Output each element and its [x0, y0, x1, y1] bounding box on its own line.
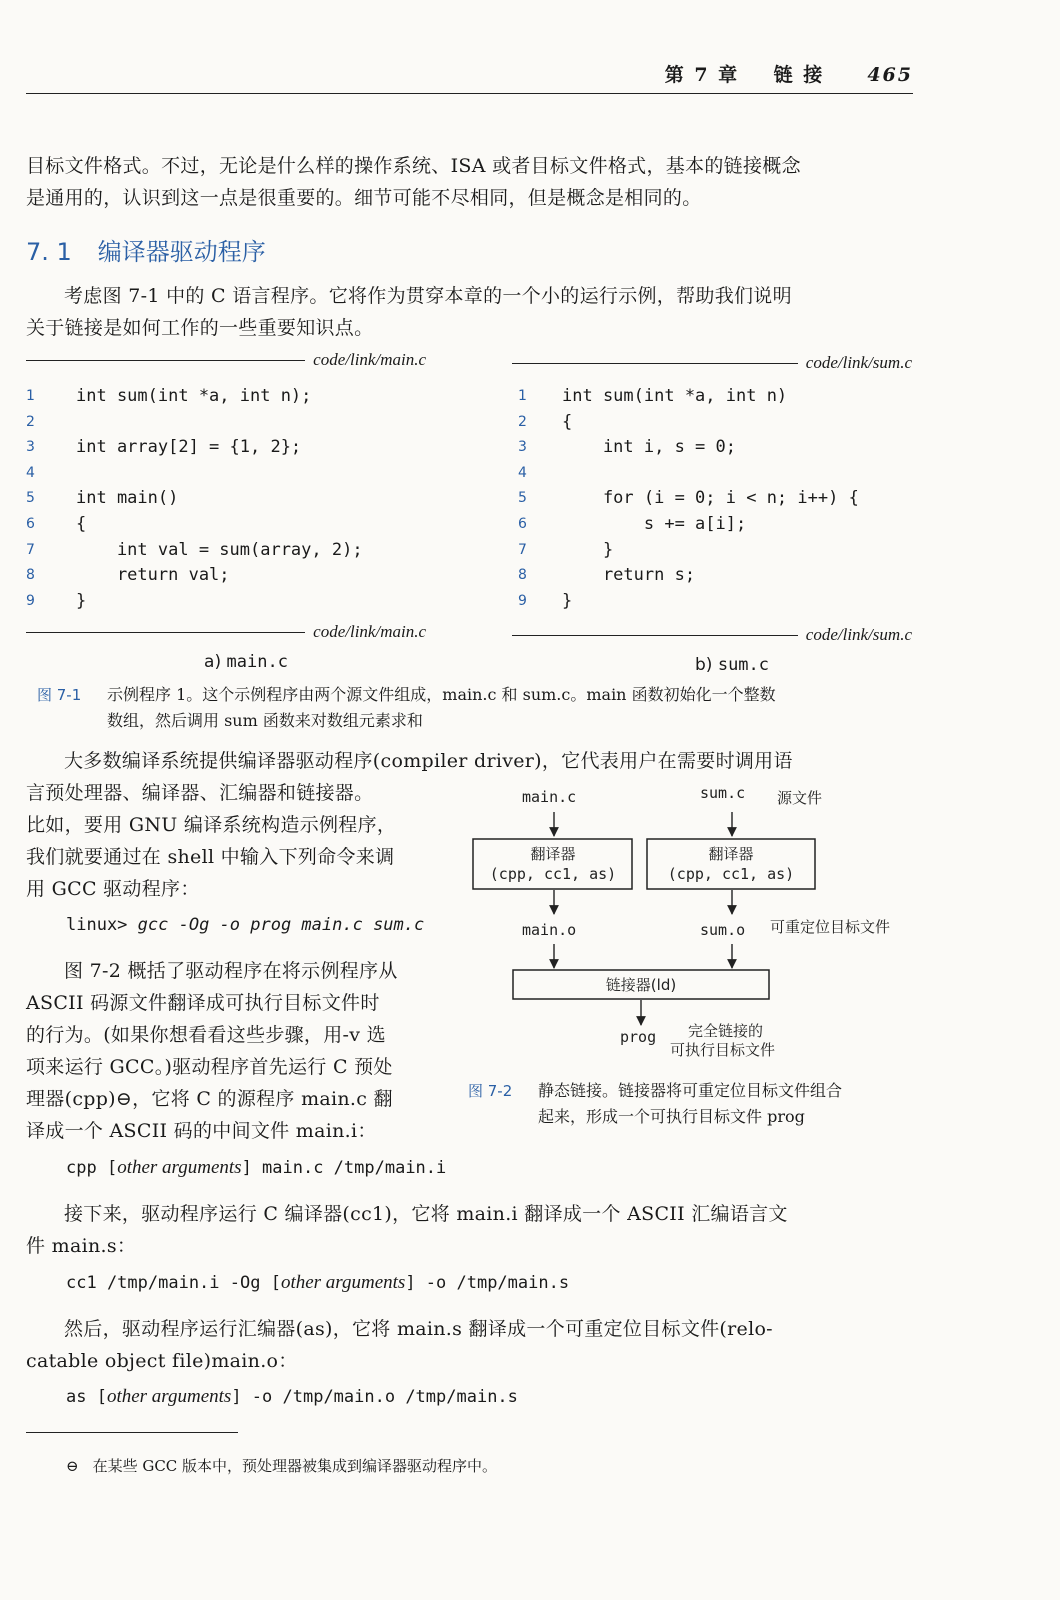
- code-text: }: [76, 590, 87, 611]
- command-args: other arguments: [280, 1272, 406, 1293]
- line-number: 8: [518, 567, 527, 584]
- line-number: 2: [518, 413, 527, 430]
- section-heading: [26, 232, 266, 267]
- text-line: 我们就要通过在 shell 中输入下列命令来调: [26, 846, 395, 868]
- text-line: 比如，要用 GNU 编译系统构造示例程序，: [26, 814, 397, 836]
- relocatable-objects-label: 可重定位目标文件: [770, 918, 891, 936]
- caption-line: 数组，然后调用 sum 函数来对数组元素求和: [107, 711, 423, 730]
- footnote-text: 在某些 GCC 版本中，预处理器被集成到编译器驱动程序中。: [92, 1457, 498, 1475]
- line-number: 1: [26, 388, 35, 404]
- translator-title: 翻译器: [708, 845, 754, 863]
- figure-7-1-caption: [37, 682, 917, 734]
- line-number: 9: [518, 592, 527, 609]
- code-line: [26, 384, 426, 410]
- cc1-command: [66, 1272, 569, 1294]
- code-text: return s;: [562, 565, 696, 586]
- command-prefix: as [: [66, 1387, 107, 1407]
- command-args: other arguments: [117, 1157, 242, 1178]
- code-line: [512, 512, 912, 538]
- code-line: [26, 589, 426, 615]
- cc1-paragraph: [26, 1198, 913, 1262]
- listing-path: code/link/main.c: [313, 350, 426, 369]
- line-number: 3: [518, 439, 527, 456]
- code-text: {: [76, 513, 87, 534]
- source-files-label: 源文件: [777, 789, 823, 807]
- output-prog: prog: [620, 1028, 657, 1046]
- executable-label-line1: 完全链接的: [688, 1022, 764, 1040]
- line-number: 5: [518, 490, 527, 507]
- command-suffix: ] -o /tmp/main.o /tmp/main.s: [231, 1387, 518, 1407]
- figure-label: 图 7-2: [468, 1082, 513, 1100]
- code-block: [512, 384, 912, 614]
- subfigure-letter: b): [694, 655, 713, 676]
- code-text: }: [562, 590, 573, 611]
- text-line: 目标文件格式。不过，无论是什么样的操作系统、ISA 或者目标文件格式，基本的链接概念: [26, 155, 801, 177]
- line-number: 7: [518, 541, 527, 558]
- header-rule: [26, 93, 913, 94]
- caption-line: 起来，形成一个可执行目标文件 prog: [538, 1107, 805, 1126]
- code-line: [26, 512, 426, 538]
- listing-top-rule: [512, 363, 798, 364]
- code-text: int val = sum(array, 2);: [76, 539, 363, 560]
- code-block: [26, 384, 426, 614]
- code-line: [512, 384, 912, 410]
- code-text: int array[2] = {1, 2};: [76, 437, 302, 458]
- source-main-c: main.c: [522, 788, 577, 806]
- text-line: 理器(cpp)⊖，它将 C 的源程序 main.c 翻: [26, 1088, 393, 1110]
- code-line: [512, 461, 912, 487]
- code-line: [26, 435, 426, 461]
- listing-path: code/link/sum.c: [805, 625, 912, 645]
- figure-label: 图 7-1: [37, 686, 82, 704]
- static-linking-diagram: [470, 780, 920, 1070]
- gcc-command: [66, 915, 424, 935]
- code-line: [26, 410, 426, 436]
- as-command: [66, 1386, 518, 1408]
- text-line: 言预处理器、编译器、汇编器和链接器。: [26, 782, 374, 804]
- source-sum-c: sum.c: [700, 784, 746, 802]
- line-number: 4: [518, 464, 527, 481]
- text-line: 件 main.s：: [26, 1235, 137, 1257]
- section-number: 7. 1: [26, 238, 72, 266]
- page-number: 465: [867, 64, 913, 86]
- code-line: [512, 410, 912, 436]
- shell-prompt: linux>: [66, 915, 128, 935]
- line-number: 6: [518, 515, 527, 532]
- listing-main-c: [26, 350, 426, 672]
- text-line: 译成一个 ASCII 码的中间文件 main.i：: [26, 1120, 377, 1142]
- object-main-o: main.o: [522, 921, 577, 939]
- text-line: 图 7-2 概括了驱动程序在将示例程序从: [64, 960, 398, 982]
- figure-7-2-caption: [468, 1078, 918, 1130]
- code-line: [26, 486, 426, 512]
- translator-tools: (cpp, cc1, as): [489, 865, 617, 883]
- line-number: 4: [26, 464, 35, 481]
- command-prefix: cc1 /tmp/main.i -Og [: [66, 1273, 281, 1293]
- code-text: int main(): [76, 488, 179, 509]
- listing-path: code/link/main.c: [313, 622, 426, 642]
- line-number: 8: [26, 567, 35, 584]
- section-title: 编译器驱动程序: [97, 238, 266, 266]
- code-line: [26, 461, 426, 487]
- listing-path: code/link/sum.c: [805, 353, 912, 372]
- section-paragraph: [26, 280, 913, 344]
- line-number: 2: [26, 413, 35, 430]
- code-text: }: [562, 539, 614, 560]
- code-line: [512, 538, 912, 564]
- figure-7-2-paragraph: [26, 955, 456, 1147]
- line-number: 6: [26, 515, 35, 532]
- listing-top-rule: [26, 360, 305, 361]
- code-text: for (i = 0; i < n; i++) {: [562, 488, 859, 509]
- caption-line: 示例程序 1。这个示例程序由两个源文件组成，main.c 和 sum.c。main 函数初始化一个整数: [107, 685, 776, 704]
- text-line: 考虑图 7-1 中的 C 语言程序。它将作为贯穿本章的一个小的运行示例，帮助我们说明: [64, 285, 792, 307]
- caption-line: 静态链接。链接器将可重定位目标文件组合: [538, 1081, 843, 1100]
- code-text: {: [562, 411, 573, 432]
- line-number: 1: [518, 388, 527, 404]
- subfigure-label: [512, 655, 912, 675]
- object-sum-o: sum.o: [700, 921, 746, 939]
- code-text: int i, s = 0;: [562, 437, 736, 458]
- text-line: 接下来，驱动程序运行 C 编译器(cc1)，它将 main.i 翻译成一个 ASCII 汇编语言文: [64, 1203, 788, 1225]
- subfigure-file: sum.c: [717, 655, 770, 676]
- footnote-symbol: ⊖: [66, 1457, 79, 1475]
- footnote-rule: [26, 1432, 238, 1433]
- command-suffix: ] -o /tmp/main.s: [405, 1273, 570, 1293]
- text-line: 关于链接是如何工作的一些重要知识点。: [26, 317, 374, 339]
- code-text: int sum(int *a, int n);: [76, 386, 312, 406]
- command-args: other arguments: [106, 1386, 232, 1407]
- code-line: [512, 486, 912, 512]
- subfigure-file: main.c: [226, 652, 288, 673]
- code-text: return val;: [76, 565, 230, 586]
- subfigure-label: [26, 652, 426, 672]
- text-line: 用 GCC 驱动程序：: [26, 878, 200, 900]
- text-line: 大多数编译系统提供编译器驱动程序(compiler driver)，它代表用户在需要时调用语: [64, 750, 793, 772]
- line-number: 3: [26, 439, 35, 456]
- code-line: [512, 589, 912, 615]
- header-title: 链 接: [773, 64, 825, 86]
- text-line: 项来运行 GCC。)驱动程序首先运行 C 预处: [26, 1056, 393, 1078]
- translator-title: 翻译器: [530, 845, 576, 863]
- cpp-command: [66, 1157, 446, 1179]
- text-line: catable object file)main.o：: [26, 1350, 298, 1372]
- translator-tools: (cpp, cc1, as): [667, 865, 795, 883]
- header-chapter: 第 7 章: [664, 64, 740, 86]
- code-text: int sum(int *a, int n): [562, 386, 788, 406]
- text-line: 然后，驱动程序运行汇编器(as)，它将 main.s 翻译成一个可重定位目标文件(relo-: [64, 1318, 773, 1340]
- listing-bottom-rule: [26, 632, 305, 633]
- code-line: [26, 538, 426, 564]
- command-suffix: ] main.c /tmp/main.i: [241, 1158, 447, 1178]
- linker-label: 链接器(ld): [605, 976, 677, 994]
- running-header: [0, 60, 913, 87]
- text-line: 是通用的，认识到这一点是很重要的。细节可能不尽相同，但是概念是相同的。: [26, 187, 702, 209]
- listing-sum-c: [512, 353, 912, 675]
- text-line: 的行为。(如果你想看看这些步骤，用-v 选: [26, 1024, 386, 1046]
- executable-label-line2: 可执行目标文件: [670, 1041, 776, 1059]
- gcc-command-text: gcc -Og -o prog main.c sum.c: [137, 915, 425, 935]
- code-line: [512, 435, 912, 461]
- command-prefix: cpp [: [66, 1158, 118, 1178]
- intro-paragraph: [26, 150, 913, 214]
- code-line: [26, 563, 426, 589]
- code-line: [512, 563, 912, 589]
- listing-bottom-rule: [512, 635, 798, 636]
- code-text: s += a[i];: [562, 513, 747, 534]
- text-line: ASCII 码源文件翻译成可执行目标文件时: [26, 992, 380, 1014]
- line-number: 5: [26, 490, 35, 507]
- as-paragraph: [26, 1313, 913, 1377]
- footnote: [66, 1455, 497, 1476]
- line-number: 9: [26, 592, 35, 609]
- line-number: 7: [26, 541, 35, 558]
- subfigure-letter: a): [204, 652, 222, 673]
